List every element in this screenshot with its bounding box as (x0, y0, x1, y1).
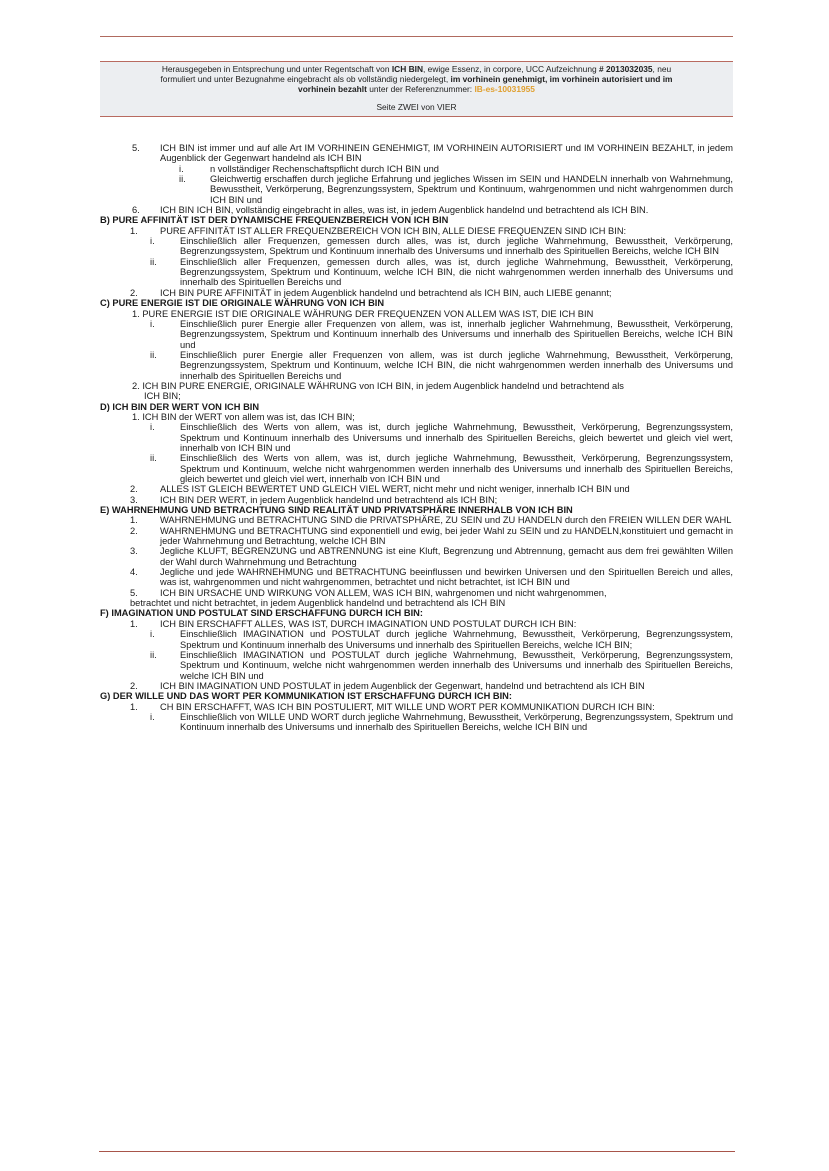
ucc-record-number: # 2013032035 (598, 64, 653, 74)
item-text: Einschließlich aller Frequenzen, gemessen durch alles, was ist, durch jegliche Wahrnehmung, Bewusstheit, Verkörperung, Begrenzungssystem, Spektrum und Kontinuum innerhalb des Universums und innerhalb des Spirituellen Bereichs, welche ICH BIN (180, 236, 733, 257)
header-bold: im vorhinein genehmigt, im vorhinein autorisiert und im (450, 74, 673, 85)
list-item (100, 174, 733, 205)
item-text: Einschließlich von WILLE UND WORT durch jegliche Wahrnehmung, Bewusstheit, Verkörperung, Begrenzungssystem, Spektrum und Kontinuum innerhalb des Universums und innerhalb des Spirituellen Bereichs, welche ICH BIN und (180, 711, 733, 733)
header-text: formuliert und unter Bezugnahme eingebracht als ob vollständig niedergelegt, (160, 74, 451, 85)
list-item (100, 205, 733, 215)
list-item (100, 702, 733, 712)
header-line-2 (100, 74, 733, 84)
list-item (100, 495, 733, 505)
header-bold: ICH BIN (391, 64, 424, 74)
document-body (100, 143, 733, 733)
item-number: 5. (132, 143, 140, 153)
item-numeral: i. (150, 711, 155, 722)
item-text: ICH BIN PURE AFFINITÄT in jedem Augenblick handelnd und betrachtend als ICH BIN, auch LIEBE genannt; (160, 287, 612, 298)
item-text: CH BIN ERSCHAFFT, WAS ICH BIN POSTULIERT, MIT WILLE UND WORT PER KOMMUNIKATION DURCH ICH BIN: (160, 701, 655, 712)
item-numeral: ii. (179, 174, 186, 185)
list-item (100, 319, 733, 350)
document-header-box (100, 61, 733, 117)
list-item (100, 381, 733, 402)
section-heading: C) PURE ENERGIE IST DIE ORIGINALE WÄHRUNG VON ICH BIN (100, 298, 385, 309)
list-item (100, 526, 733, 547)
list-item (100, 453, 733, 484)
item-numeral: ii. (150, 649, 157, 660)
item-number: 1. (130, 618, 138, 629)
item-text: Einschließlich IMAGINATION und POSTULAT durch jegliche Wahrnehmung, Bewusstheit, Verkörperung, Begrenzungssystem, Spektrum und Kontinuum innerhalb des Universums und innerhalb des Spirituellen Bereichs, welche ICH BIN; (180, 629, 733, 650)
item-text: Einschließlich aller Frequenzen, gemessen durch alles, was ist, durch jegliche Wahrnehmung, Bewusstheit, Verkörperung, Begrenzungssystem, Spektrum und Kontinuum, welche ICH BIN, die nicht wahrgenommen werden innerhalb des Universums und innerhalb des Spirituellen Bereichs und (180, 256, 733, 288)
item-text: Gleichwertig erschaffen durch jegliche Erfahrung und jegliches Wissen im SEIN und HANDELN innerhalb von Wahrnehmung, Bewusstheit, Verkörperung, Begrenzungssystem, Spektrum und Kontinuum, wahrgenommen und nicht wahrgenommen durch ICH BIN und (210, 174, 733, 205)
list-item (100, 422, 733, 453)
item-text: Jegliche und jede WAHRNEHMUNG und BETRACHTUNG beeinflussen und bewirken Universen und den Spirituellen Bereich und alles, was ist, wahrgenommen und nicht wahrgenommen, betrachtet und nicht betrachtet, ist ICH BIN und (160, 567, 733, 588)
list-item (100, 350, 733, 381)
list-item (100, 629, 733, 650)
section-heading: B) PURE AFFINITÄT IST DER DYNAMISCHE FREQUENZBEREICH VON ICH BIN (100, 215, 449, 226)
header-bold: vorhinein bezahlt (298, 84, 367, 95)
item-numeral: ii. (150, 349, 157, 360)
item-text: ICH BIN ICH BIN, vollständig eingebracht in alles, was ist, in jedem Augenblick handelnd und betrachtend als ICH BIN. (160, 205, 649, 216)
list-item (100, 143, 733, 164)
header-text: unter der Referenznummer: (366, 84, 475, 95)
list-item (100, 546, 733, 567)
item-number: 2. (130, 287, 138, 298)
item-text: ICH BIN IMAGINATION UND POSTULAT in jedem Augenblick der Gegenwart, handelnd und betrachtend als ICH BIN (160, 680, 645, 691)
item-number: 6. (132, 205, 140, 216)
list-item (100, 236, 733, 257)
list-item (100, 650, 733, 681)
item-text: n vollständiger Rechenschaftspflicht durch ICH BIN und (210, 163, 439, 174)
item-number: 2. (130, 525, 138, 536)
item-text: ICH BIN; (144, 391, 181, 402)
list-item (100, 681, 733, 691)
header-line-3 (100, 84, 733, 94)
section-heading: E) WAHRNEHMUNG UND BETRACHTUNG SIND REALITÄT UND PRIVATSPHÄRE INNERHALB VON ICH BIN (100, 505, 573, 516)
item-numeral: ii. (150, 256, 157, 267)
item-text: Einschließlich des Werts von allem, was ist, durch jegliche Wahrnehmung, Bewusstheit, Verkörperung, Begrenzungssystem, Spektrum und Kontinuum, welche nicht wahrgenommen werden innerhalb des Universums und innerhalb des Spirituellen Bereichs, gleich bewertet und gleich viel wert, innerhalb von ICH BIN und (180, 453, 733, 484)
item-text: Einschließlich IMAGINATION und POSTULAT durch jegliche Wahrnehmung, Bewusstheit, Verkörperung, Begrenzungssystem, Spektrum und Kontinuum, welche nicht wahrgenommen werden innerhalb des Universums und innerhalb des Spirituellen Bereichs, welche ICH BIN und (180, 649, 733, 681)
section-heading: D) ICH BIN DER WERT VON ICH BIN (100, 401, 260, 412)
item-number: 2. (130, 484, 138, 495)
item-text: ICH BIN DER WERT, in jedem Augenblick handelnd und betrachtend als ICH BIN; (160, 494, 498, 505)
item-text: WAHRNEHMUNG und BETRACHTUNG sind exponentiell und ewig, bei jeder Wahl zu SEIN und zu HANDELN,konstituiert und gemacht in jeder Wahrnehmung und Betrachtung, welche ICH BIN (160, 525, 733, 547)
list-item: 1. ICH BIN der WERT von allem was ist, das ICH BIN; (132, 411, 355, 422)
item-number: 4. (130, 567, 138, 578)
item-text: Einschließlich purer Energie aller Frequenzen von allem, was ist, innerhalb jeglicher Wahrnehmung, Bewusstheit, Verkörperung, Begrenzungssystem, Spektrum und Kontinuum innerhalb des Universums und innerhalb des Spirituellen Bereichs, welche ICH BIN und (180, 318, 733, 350)
section-heading: G) DER WILLE UND DAS WORT PER KOMMUNIKATION IST ERSCHAFFUNG DURCH ICH BIN: (100, 691, 512, 702)
list-item (100, 288, 733, 298)
item-text: ALLES IST GLEICH BEWERTET UND GLEICH VIEL WERT, nicht mehr und nicht weniger, innerhalb ICH BIN und (160, 484, 630, 495)
item-text: Einschließlich purer Energie aller Frequenzen von allem, was ist durch jegliche Wahrnehmung, Bewusstheit, Verkörperung, Begrenzungssystem, Spektrum und Kontinuum, welche ICH BIN, die nicht wahrgenommen werden innerhalb des Universums und innerhalb des Spirituellen Bereichs und (180, 349, 733, 381)
item-text: Einschließlich des Werts von allem, was ist, durch jegliche Wahrnehmung, Bewusstheit, Verkörperung, Begrenzungssystem, Spektrum und Kontinuum innerhalb des Universums und innerhalb des Spirituellen Bereichs, gleich bewertet und gleich viel wert, innerhalb von ICH BIN und (180, 422, 733, 453)
list-item (100, 712, 733, 733)
item-number: 1. (130, 225, 138, 236)
list-item: 1. PURE ENERGIE IST DIE ORIGINALE WÄHRUNG DER FREQUENZEN VON ALLEM WAS IST, DIE ICH BIN (132, 308, 594, 319)
item-numeral: i. (150, 318, 155, 329)
item-numeral: i. (150, 236, 155, 247)
item-numeral: i. (150, 422, 155, 433)
top-rule (100, 36, 733, 37)
item-text: ICH BIN ist immer und auf alle Art IM VORHINEIN GENEHMIGT, IM VORHINEIN AUTORISIERT und IM VORHINEIN BEZAHLT, in jedem Augenblick der Gegenwart handelnd als ICH BIN (160, 143, 733, 164)
item-text: 2. ICH BIN PURE ENERGIE, ORIGINALE WÄHRUNG von ICH BIN, in jedem Augenblick handelnd und betrachtend als (132, 380, 624, 391)
item-number: 1. (130, 701, 138, 712)
list-item (100, 226, 733, 236)
header-text: Herausgegeben in Entsprechung und unter Regentschaft von (161, 64, 392, 74)
list-item (100, 619, 733, 629)
list-item (100, 567, 733, 588)
list-item (100, 484, 733, 494)
section-heading: F) IMAGINATION UND POSTULAT SIND ERSCHAFFUNG DURCH ICH BIN: (100, 608, 423, 619)
header-line-1 (100, 64, 733, 74)
item-numeral: ii. (150, 453, 157, 464)
list-item (100, 164, 733, 174)
header-text: , ewige Essenz, in corpore, UCC Aufzeichnung (423, 64, 599, 74)
item-text: Jegliche KLUFT, BEGRENZUNG und ABTRENNUNG ist eine Kluft, Begrenzung und Abtrennung, gemacht aus dem frei gewählten Willen der Wahl durch Wahrnehmung und Betrachtung (160, 546, 733, 567)
list-item (100, 515, 733, 525)
list-item (100, 588, 733, 598)
item-number: 3. (130, 494, 138, 505)
item-number: 3. (130, 546, 138, 557)
reference-number: IB-es-10031955 (474, 84, 535, 95)
bottom-rule (99, 1151, 735, 1152)
item-text: PURE AFFINITÄT IST ALLER FREQUENZBEREICH VON ICH BIN, ALLE DIESE FREQUENZEN SIND ICH BIN: (160, 225, 627, 236)
item-number: 1. (130, 515, 138, 526)
item-numeral: i. (179, 163, 184, 174)
page-number: Seite ZWEI von VIER (376, 101, 457, 112)
item-numeral: i. (150, 629, 155, 640)
item-text: WAHRNEHMUNG und BETRACHTUNG SIND die PRIVATSPHÄRE, ZU SEIN und ZU HANDELN durch den FREIEN WILLEN DER WAHL (160, 515, 732, 526)
item-number: 2. (130, 680, 138, 691)
item-text: ICH BIN ERSCHAFFT ALLES, WAS IST, DURCH IMAGINATION UND POSTULAT DURCH ICH BIN: (160, 618, 577, 629)
header-text: , neu (652, 64, 672, 74)
item-number: 5. (130, 587, 138, 598)
list-item (100, 257, 733, 288)
item-text: ICH BIN URSACHE UND WIRKUNG VON ALLEM, WAS ICH BIN, wahrgenomen und nicht wahrgenommen, (160, 587, 607, 598)
item-text: betrachtet und nicht betrachtet, in jedem Augenblick handelnd und betrachtend als ICH BIN (130, 598, 506, 609)
